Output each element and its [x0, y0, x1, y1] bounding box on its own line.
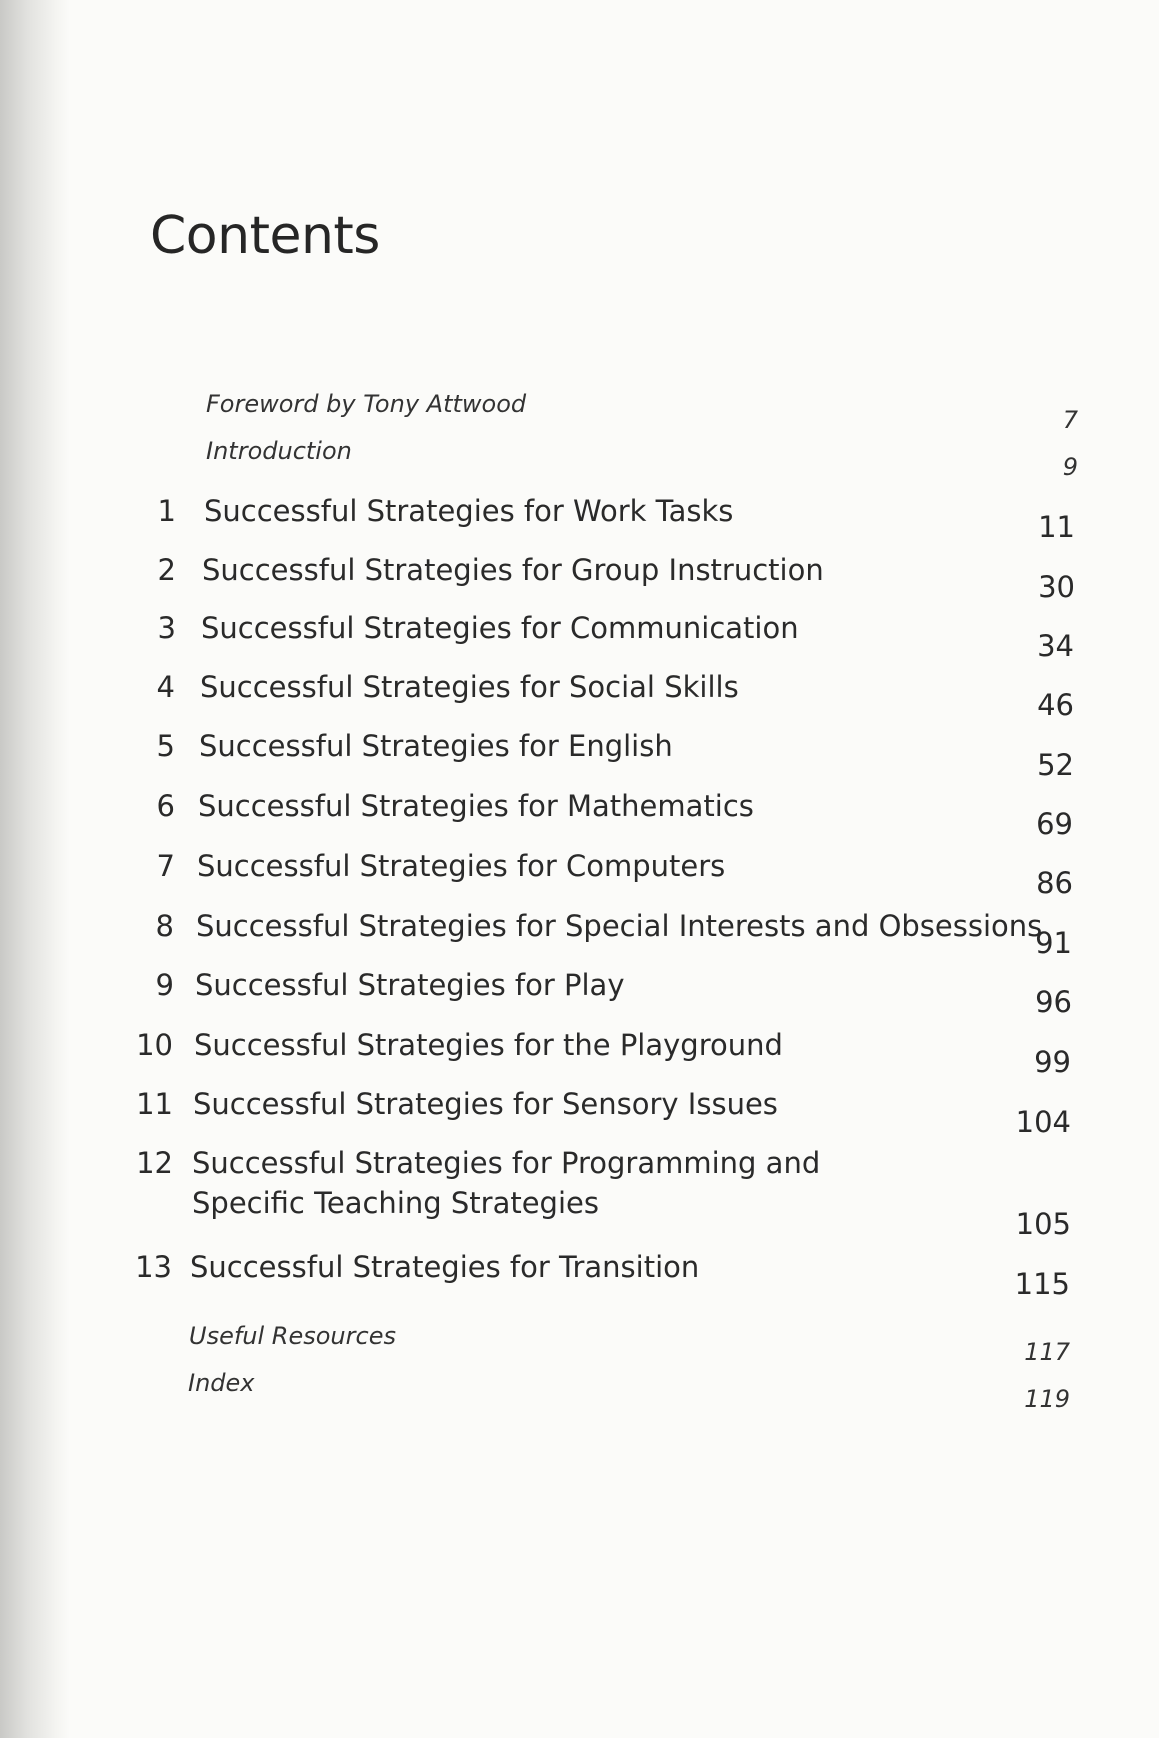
toc-page-number: 115: [1014, 1267, 1070, 1301]
toc-entry-label: Successful Strategies for Communication: [201, 611, 799, 645]
toc-page-number: 52: [1037, 748, 1074, 782]
toc-entry-label: Index: [188, 1369, 255, 1397]
chapter-number: 2: [157, 553, 176, 587]
toc-entry-label: Successful Strategies for Special Interests and Obsessions: [196, 909, 1043, 943]
toc-entry-label: Successful Strategies for English: [199, 729, 673, 763]
chapter-number: 12: [136, 1146, 173, 1180]
toc-entry-label: Foreword by Tony Attwood: [206, 390, 527, 418]
toc-entry-label: Successful Strategies for Computers: [197, 849, 726, 883]
chapter-number: 1: [157, 494, 176, 528]
chapter-number: 9: [155, 968, 174, 1002]
chapter-number: 6: [156, 789, 175, 823]
toc-page-number: 119: [1024, 1385, 1070, 1413]
toc-entry-label-continued: Specific Teaching Strategies: [192, 1186, 599, 1220]
toc-entry-label: Successful Strategies for Programming and: [192, 1146, 821, 1180]
toc-page-number: 105: [1015, 1207, 1071, 1241]
toc-page-number: 86: [1036, 866, 1073, 900]
toc-page-number: 30: [1038, 570, 1075, 604]
toc-entry-label: Successful Strategies for Play: [195, 968, 625, 1002]
toc-page-number: 117: [1024, 1338, 1070, 1366]
toc-page-number: 9: [1062, 453, 1078, 481]
toc-entry-label: Successful Strategies for Work Tasks: [204, 494, 734, 528]
toc-entry-label: Introduction: [206, 437, 352, 465]
toc-entry-label: Successful Strategies for Sensory Issues: [193, 1087, 778, 1121]
toc-entry-label: Successful Strategies for Group Instruction: [202, 553, 824, 587]
chapter-number: 10: [136, 1028, 173, 1062]
toc-page-number: 46: [1037, 688, 1074, 722]
toc-page-number: 99: [1034, 1045, 1071, 1079]
toc-page-number: 34: [1037, 629, 1074, 663]
toc-page-number: 96: [1035, 985, 1072, 1019]
page-title: Contents: [150, 206, 380, 266]
toc-page-number: 69: [1036, 807, 1073, 841]
chapter-number: 5: [156, 729, 175, 763]
chapter-number: 3: [157, 611, 176, 645]
toc-entry-label: Successful Strategies for Social Skills: [200, 670, 739, 704]
chapter-number: 13: [135, 1250, 172, 1284]
toc-page-number: 11: [1038, 510, 1075, 544]
toc-entry-label: Successful Strategies for the Playground: [194, 1028, 783, 1062]
toc-page-number: 91: [1035, 926, 1072, 960]
toc-entry-label: Successful Strategies for Transition: [190, 1250, 700, 1284]
chapter-number: 4: [156, 670, 175, 704]
chapter-number: 8: [155, 909, 174, 943]
chapter-number: 7: [156, 849, 175, 883]
toc-entry-label: Successful Strategies for Mathematics: [198, 789, 754, 823]
toc-page-number: 104: [1015, 1105, 1071, 1139]
chapter-number: 11: [136, 1087, 173, 1121]
toc-entry-label: Useful Resources: [189, 1322, 396, 1350]
toc-page-number: 7: [1062, 406, 1078, 434]
